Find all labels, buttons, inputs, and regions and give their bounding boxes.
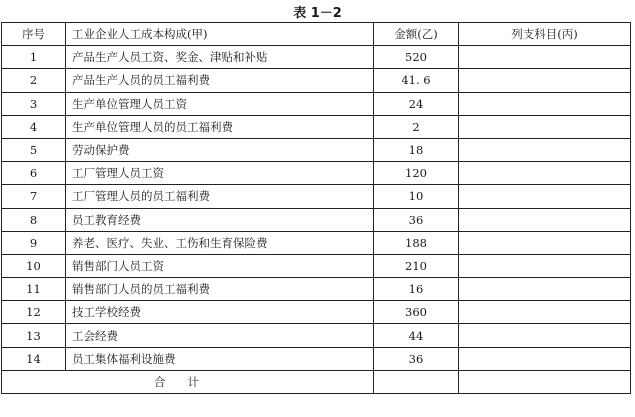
row-item: 产品生产人员的员工福利费 (66, 69, 374, 92)
row-item: 技工学校经费 (66, 301, 374, 324)
table-row (2, 254, 631, 277)
row-column (459, 115, 631, 138)
row-no: 4 (2, 115, 66, 138)
table-row (2, 278, 631, 301)
table-row (2, 347, 631, 370)
row-amount: 41. 6 (374, 69, 459, 92)
row-item: 员工教育经费 (66, 208, 374, 231)
row-column (459, 301, 631, 324)
row-no: 10 (2, 254, 66, 277)
row-column (459, 92, 631, 115)
total-column (459, 370, 631, 393)
row-no: 3 (2, 92, 66, 115)
row-amount: 210 (374, 254, 459, 277)
row-column (459, 324, 631, 347)
row-item: 生产单位管理人员的员工福利费 (66, 115, 374, 138)
row-no: 5 (2, 138, 66, 161)
table-row (2, 138, 631, 161)
row-item: 销售部门人员的员工福利费 (66, 278, 374, 301)
row-amount: 36 (374, 208, 459, 231)
row-column (459, 254, 631, 277)
row-amount: 44 (374, 324, 459, 347)
row-amount: 188 (374, 231, 459, 254)
row-amount: 2 (374, 115, 459, 138)
row-item: 养老、医疗、失业、工伤和生育保险费 (66, 231, 374, 254)
row-item: 销售部门人员工资 (66, 254, 374, 277)
table-row (2, 46, 631, 69)
table-row (2, 69, 631, 92)
header-amount: 金额(乙) (374, 23, 459, 46)
row-no: 6 (2, 162, 66, 185)
row-column (459, 278, 631, 301)
cost-table (1, 22, 631, 394)
row-column (459, 347, 631, 370)
row-amount: 16 (374, 278, 459, 301)
row-column (459, 138, 631, 161)
row-amount: 24 (374, 92, 459, 115)
table-row (2, 162, 631, 185)
row-column (459, 46, 631, 69)
row-no: 11 (2, 278, 66, 301)
row-column (459, 208, 631, 231)
row-amount: 36 (374, 347, 459, 370)
row-item: 工厂管理人员的员工福利费 (66, 185, 374, 208)
row-item: 员工集体福利设施费 (66, 347, 374, 370)
row-item: 生产单位管理人员工资 (66, 92, 374, 115)
row-item: 工厂管理人员工资 (66, 162, 374, 185)
table-row (2, 115, 631, 138)
table-row (2, 231, 631, 254)
row-amount: 120 (374, 162, 459, 185)
row-column (459, 231, 631, 254)
header-column: 列支科目(丙) (459, 23, 631, 46)
table-row (2, 324, 631, 347)
table-title: 表 1－2 (293, 6, 342, 21)
header-no: 序号 (2, 23, 66, 46)
row-column (459, 162, 631, 185)
total-label: 合计 (2, 370, 374, 393)
total-row (2, 370, 631, 393)
table-row (2, 208, 631, 231)
row-item: 劳动保护费 (66, 138, 374, 161)
row-no: 2 (2, 69, 66, 92)
total-amount (374, 370, 459, 393)
row-item: 产品生产人员工资、奖金、津贴和补贴 (66, 46, 374, 69)
row-column (459, 69, 631, 92)
row-no: 9 (2, 231, 66, 254)
table-row (2, 301, 631, 324)
row-amount: 18 (374, 138, 459, 161)
row-item: 工会经费 (66, 324, 374, 347)
row-column (459, 185, 631, 208)
row-no: 7 (2, 185, 66, 208)
table-row (2, 92, 631, 115)
header-row (2, 23, 631, 46)
header-item: 工业企业人工成本构成(甲) (66, 23, 374, 46)
row-no: 8 (2, 208, 66, 231)
row-no: 13 (2, 324, 66, 347)
table-row (2, 185, 631, 208)
row-amount: 360 (374, 301, 459, 324)
row-no: 14 (2, 347, 66, 370)
row-no: 12 (2, 301, 66, 324)
row-no: 1 (2, 46, 66, 69)
row-amount: 10 (374, 185, 459, 208)
row-amount: 520 (374, 46, 459, 69)
